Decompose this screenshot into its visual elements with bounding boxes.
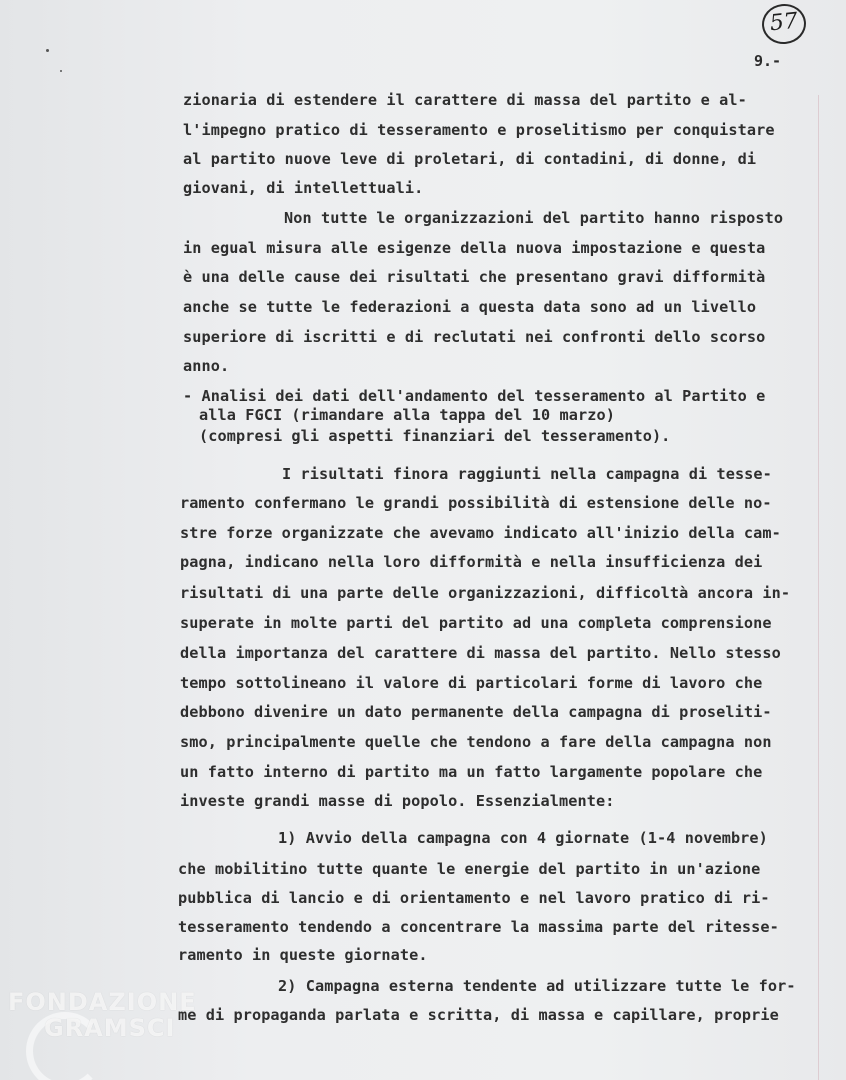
text-line: giovani, di intellettuali. xyxy=(183,179,424,197)
text-line: superiore di iscritti e di reclutati nei confronti dello scorso xyxy=(183,328,766,346)
watermark xyxy=(8,988,197,1042)
agenda-item: - Analisi dei dati dell'andamento del tesseramento al Partito e xyxy=(183,387,766,405)
list-item-heading: 1) Avvio della campagna con 4 giornate (1-4 novembre) xyxy=(278,829,768,847)
text-line: smo, principalmente quelle che tendono a fare della campagna non xyxy=(180,733,772,751)
text-line: della importanza del carattere di massa del partito. Nello stesso xyxy=(180,644,781,662)
text-line: stre forze organizzate che avevamo indicato all'inizio della cam- xyxy=(180,524,781,542)
text-line: investe grandi masse di popolo. Essenzialmente: xyxy=(180,792,615,810)
text-line: anche se tutte le federazioni a questa data sono ad un livello xyxy=(183,298,757,316)
text-line: pagna, indicano nella loro difformità e nella insufficienza dei xyxy=(180,553,763,571)
text-line: l'impegno pratico di tesseramento e proselitismo per conquistare xyxy=(183,121,775,139)
text-line: che mobilitino tutte quante le energie del partito in un'azione xyxy=(178,860,761,878)
text-line: ramento in queste giornate. xyxy=(178,946,428,964)
text-line: I risultati finora raggiunti nella campagna di tesse- xyxy=(282,465,772,483)
text-line: superate in molte parti del partito ad una completa comprensione xyxy=(180,614,772,632)
text-line: zionaria di estendere il carattere di massa del partito e al- xyxy=(183,91,747,109)
watermark-line-2: GRAMSCI xyxy=(44,1014,176,1042)
text-line: risultati di una parte delle organizzazioni, difficoltà ancora in- xyxy=(180,584,791,602)
text-line: pubblica di lancio e di orientamento e nel lavoro pratico di ri- xyxy=(178,889,770,907)
text-line: in egual misura alle esigenze della nuova impostazione e questa xyxy=(183,239,766,257)
watermark-line-1: FONDAZIONE xyxy=(8,988,197,1016)
archive-stamp-number: 57 xyxy=(760,2,808,46)
text-line: tesseramento tendendo a concentrare la massima parte del ritesse- xyxy=(178,918,779,936)
page-number: 9.- xyxy=(754,52,782,70)
text-line: un fatto interno di partito ma un fatto largamente popolare che xyxy=(180,763,763,781)
agenda-item: alla FGCI (rimandare alla tappa del 10 marzo) xyxy=(199,406,615,424)
text-line: è una delle cause dei risultati che presentano gravi difformità xyxy=(183,268,766,286)
agenda-item: (compresi gli aspetti finanziari del tesseramento). xyxy=(199,427,671,445)
paper-speck xyxy=(46,49,49,52)
list-item-heading: 2) Campagna esterna tendente ad utilizzare tutte le for- xyxy=(278,977,796,995)
text-line: Non tutte le organizzazioni del partito hanno risposto xyxy=(284,209,784,227)
page-edge xyxy=(818,95,819,1080)
text-line: tempo sottolineano il valore di particolari forme di lavoro che xyxy=(180,674,763,692)
text-line: debbono divenire un dato permanente della campagna di proseliti- xyxy=(180,703,772,721)
text-line: me di propaganda parlata e scritta, di massa e capillare, proprie xyxy=(178,1006,779,1024)
text-line: anno. xyxy=(183,357,230,375)
text-line: al partito nuove leve di proletari, di contadini, di donne, di xyxy=(183,150,757,168)
text-line: ramento confermano le grandi possibilità di estensione delle no- xyxy=(180,494,772,512)
paper-speck xyxy=(60,70,62,72)
